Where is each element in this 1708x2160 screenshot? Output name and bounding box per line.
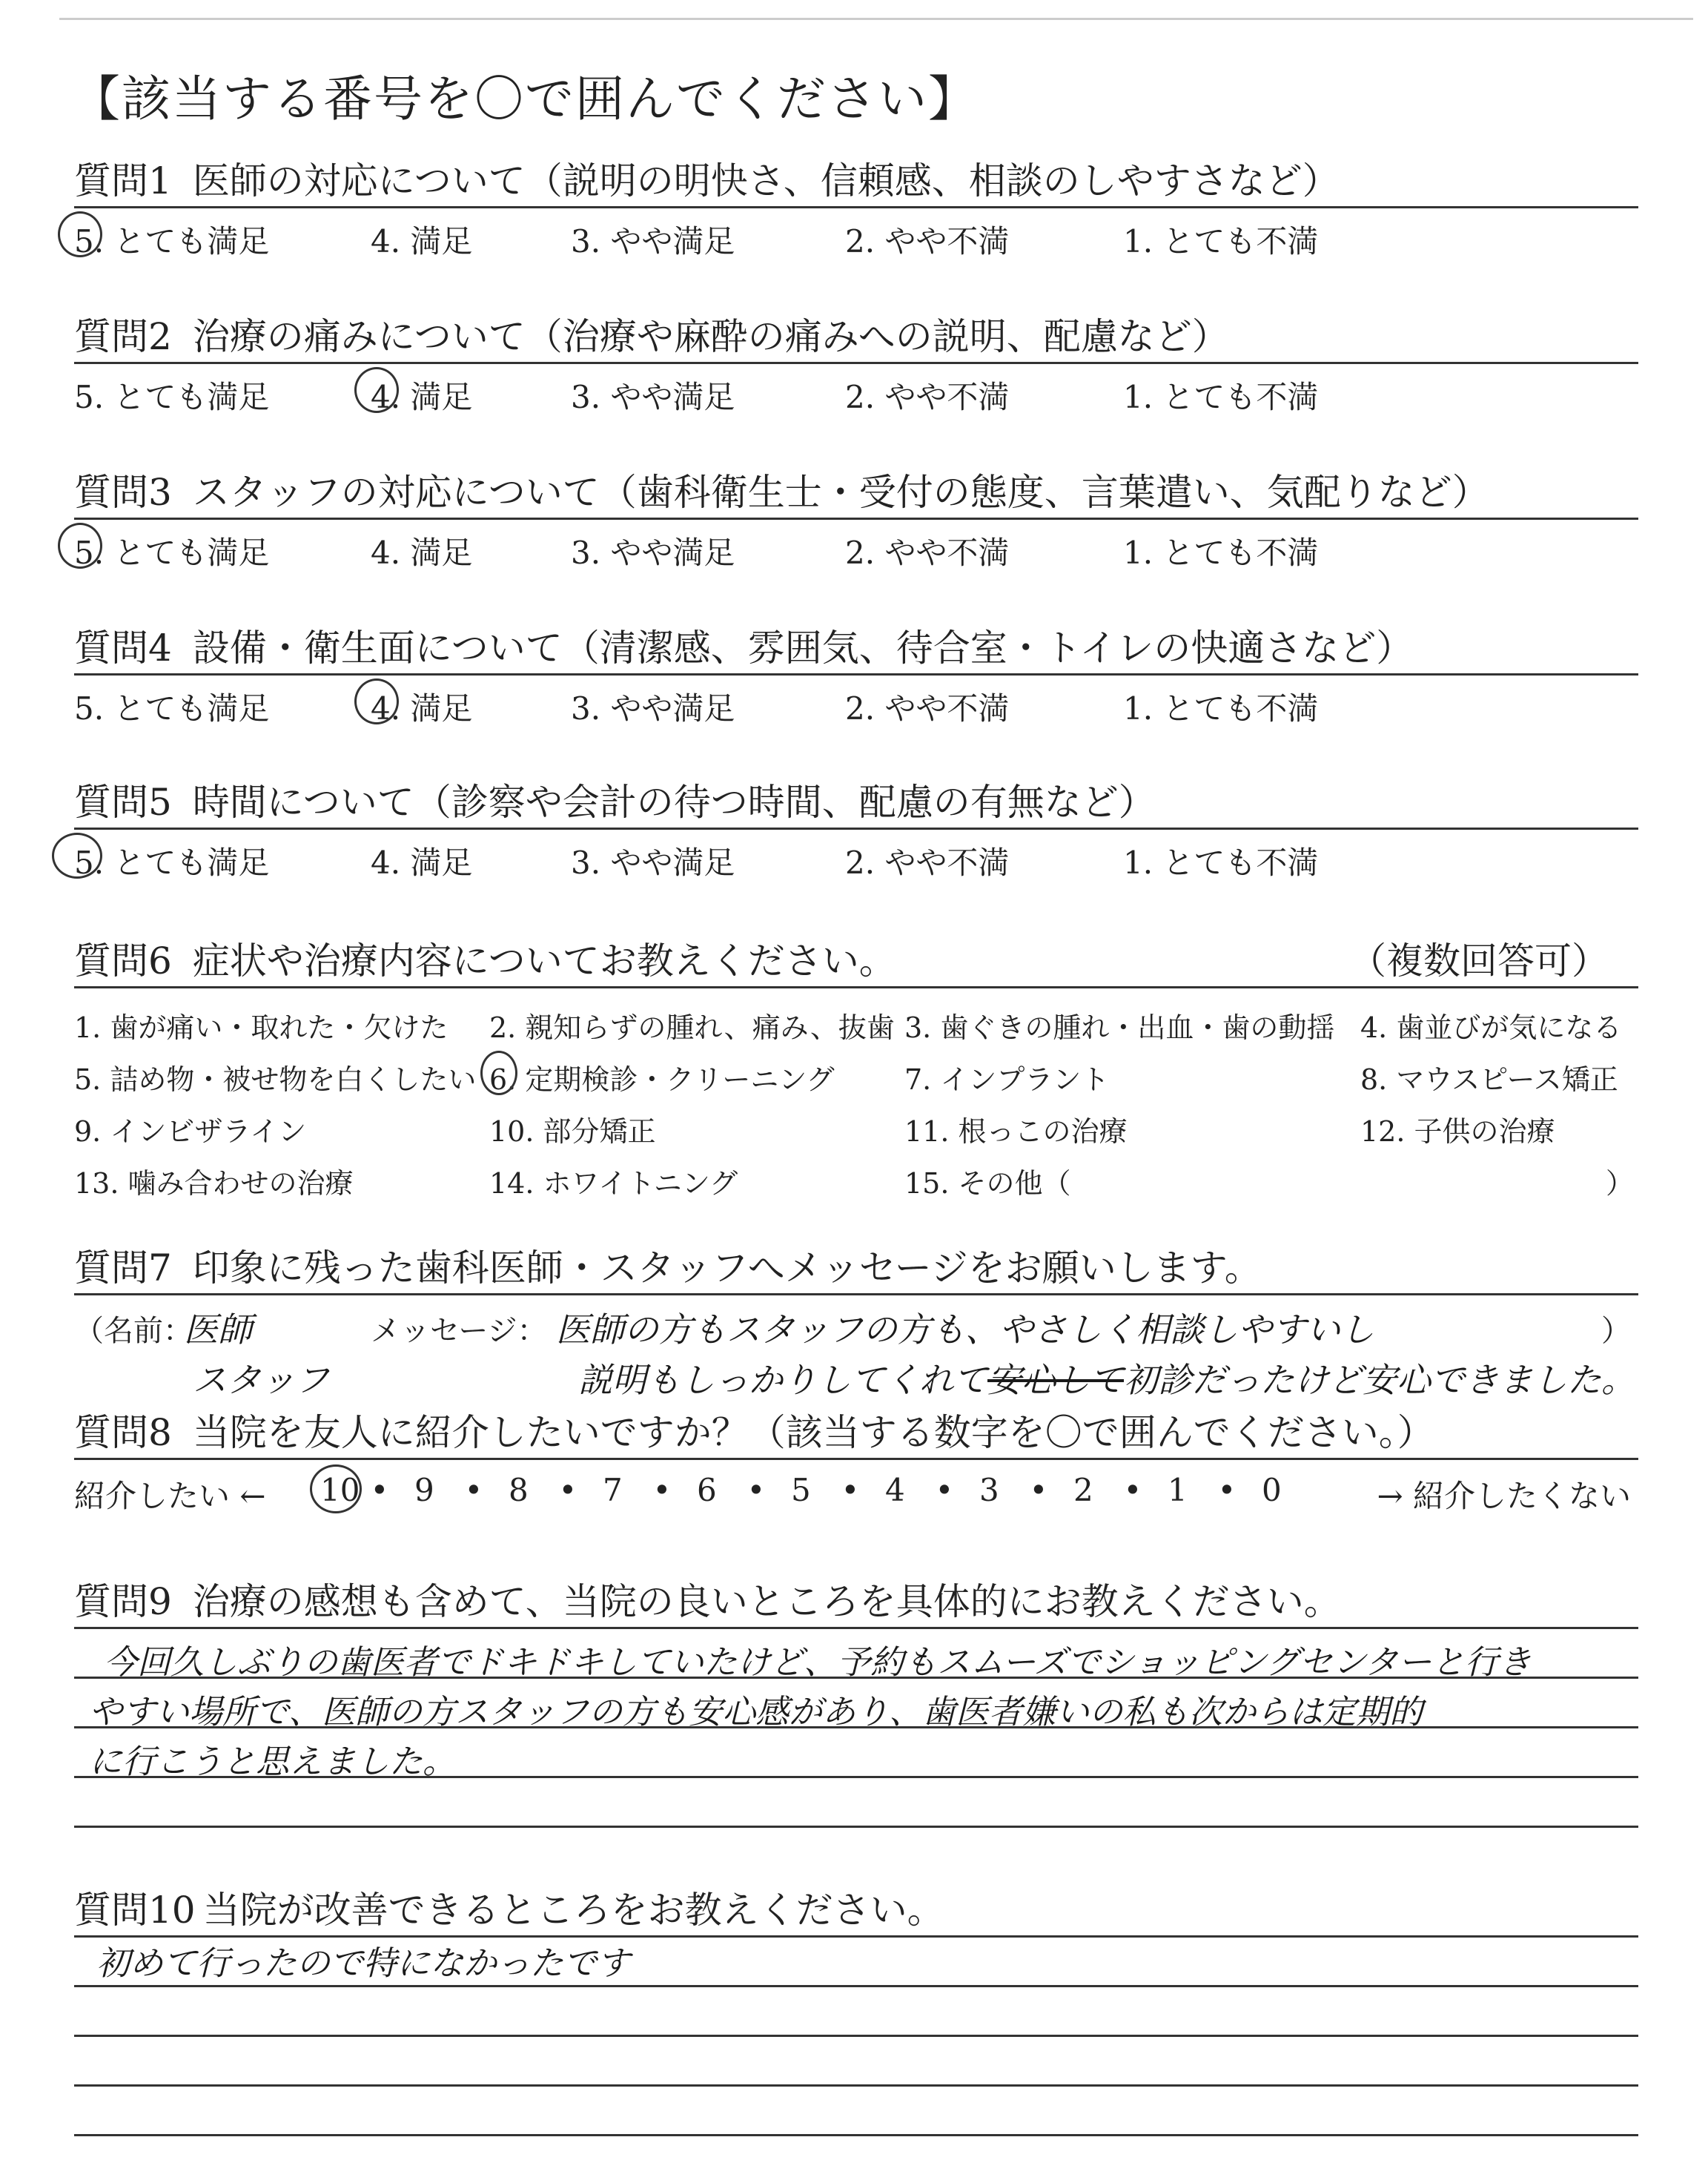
option-2[interactable]: 2. やや不満 [845,379,1010,415]
option-1[interactable]: 1. とても不満 [1123,535,1319,571]
question-text: 設備・衛生面について（清潔感、雰囲気、待合室・トイレの快適さなど） [192,627,1414,670]
question-number: 質問7 [74,1246,172,1289]
answer-line [74,1778,1638,1828]
option-8[interactable]: 8. マウスピース矯正 [1360,1063,1618,1096]
multiple-answer-note: （複数回答可） [1349,939,1609,982]
answer-text-line-1: 初めて行ったので特になかったです [96,1943,631,1983]
option-4[interactable]: 4. 満足 [371,535,473,571]
option-15[interactable]: 15. その他（ [904,1167,1071,1200]
answer-line [74,2037,1638,2087]
scale-value-7[interactable]: 7 [603,1472,623,1508]
question-number: 質問1 [74,159,172,202]
name-value-doctor[interactable]: 医師 [184,1309,252,1350]
question-number: 質問8 [74,1411,172,1454]
scale-separator-dot: • [1217,1472,1237,1508]
question-heading [74,1243,1638,1293]
scale-separator-dot: • [652,1472,672,1508]
question-8 [74,1407,1638,1519]
option-2[interactable]: 2. やや不満 [845,845,1010,881]
option-10[interactable]: 10. 部分矯正 [489,1115,656,1148]
scale-value-10[interactable]: 10 [320,1472,360,1508]
option-3[interactable]: 3. やや満足 [571,379,735,415]
question-7 [74,1243,1638,1407]
option-3[interactable]: 3. やや満足 [571,690,735,727]
question-1 [74,156,1638,260]
scale-separator-dot: • [841,1472,860,1508]
option-2[interactable]: 2. 親知らずの腫れ、痛み、抜歯 [489,1011,895,1044]
name-value-staff[interactable]: スタッフ [193,1360,329,1400]
scale-value-9[interactable]: 9 [414,1472,434,1508]
scale-separator-dot: • [1029,1472,1048,1508]
option-3[interactable]: 3. やや満足 [571,535,735,571]
question-heading [74,623,1638,673]
answer-box[interactable] [74,1629,1638,1828]
question-text: スタッフの対応について（歯科衛生士・受付の態度、言葉遣い、気配りなど） [192,471,1489,514]
option-4[interactable]: 4. 満足 [371,845,473,881]
message-close-paren: ） [1601,1314,1631,1348]
option-4[interactable]: 4. 満足 [371,690,473,727]
scale-separator-dot: • [464,1472,483,1508]
option-2[interactable]: 2. やや不満 [845,223,1010,260]
question-heading [74,467,1638,518]
option-4[interactable]: 4. 満足 [371,379,473,415]
scale-separator-dot: • [370,1472,389,1508]
rating-options [74,520,1638,572]
option-9[interactable]: 9. インビザライン [74,1115,307,1148]
option-4[interactable]: 4. 満足 [371,223,473,260]
option-1[interactable]: 1. とても不満 [1123,223,1319,260]
option-12[interactable]: 12. 子供の治療 [1360,1115,1555,1148]
scale-value-4[interactable]: 4 [885,1472,905,1508]
option-6[interactable]: 6. 定期検診・クリーニング [489,1063,835,1096]
option-7[interactable]: 7. インプラント [904,1063,1110,1096]
scale-value-5[interactable]: 5 [791,1472,811,1508]
option-11[interactable]: 11. 根っこの治療 [904,1115,1128,1148]
question-text: 治療の感想も含めて、当院の良いところを具体的にお教えください。 [192,1580,1341,1623]
recommend-left-label: 紹介したい ← [74,1478,266,1514]
option-2[interactable]: 2. やや不満 [845,690,1010,727]
recommend-scale [74,1460,1638,1519]
scale-separator-dot: • [1123,1472,1142,1508]
question-6 [74,936,1638,1203]
rating-options [74,208,1638,260]
question-text: 症状や治療内容についてお教えください。 [192,939,896,982]
question-number: 質問6 [74,939,172,982]
scale-value-1[interactable]: 1 [1168,1472,1188,1508]
scale-value-2[interactable]: 2 [1073,1472,1093,1508]
message-area [74,1295,1638,1407]
scale-value-3[interactable]: 3 [979,1472,999,1508]
question-heading [74,311,1638,362]
rating-options [74,364,1638,416]
answer-box[interactable] [74,1938,1638,2136]
message-line-1[interactable]: 医師の方もスタッフの方も、やさしく相談しやすいし [556,1309,1374,1350]
answer-text-line-3: に行こうと思えました。 [89,1742,457,1781]
question-number: 質問5 [74,781,172,824]
scale-separator-dot: • [935,1472,954,1508]
question-heading [74,1576,1638,1627]
option-13[interactable]: 13. 噛み合わせの治療 [74,1167,354,1200]
option-3[interactable]: 3. やや満足 [571,223,735,260]
question-5 [74,777,1638,882]
question-text: 時間について（診察や会計の待つ時間、配慮の有無など） [192,781,1156,824]
question-text: 治療の痛みについて（治療や麻酔の痛みへの説明、配慮など） [192,315,1229,358]
question-heading [74,156,1638,206]
message-line-2-start: 説明もしっかりしてくれて [578,1360,987,1400]
question-text: 当院が改善できるところをお教えください。 [202,1889,944,1932]
question-heading [74,777,1638,828]
message-line-2-end: 初診だったけど安心できました。 [1124,1360,1635,1400]
rating-options [74,830,1638,882]
option-1[interactable]: 1. 歯が痛い・取れた・欠けた [74,1011,448,1044]
scale-value-0[interactable]: 0 [1262,1472,1282,1508]
question-heading [74,936,1638,986]
other-close-paren: ） [1605,1167,1634,1200]
option-5[interactable]: 5. とても満足 [74,379,270,415]
question-text: 印象に残った歯科医師・スタッフへメッセージをお願いします。 [192,1246,1262,1289]
answer-text-line-2: やすい場所で、医師の方スタッフの方も安心感があり、歯医者嫌いの私も次からは定期的 [89,1692,1423,1731]
recommend-right-label: → 紹介したくない [1377,1478,1631,1514]
option-5[interactable]: 5. とても満足 [74,845,270,881]
option-2[interactable]: 2. やや不満 [845,535,1010,571]
question-text: 当院を友人に紹介したいですか？（該当する数字を〇で囲んでください。） [192,1411,1434,1454]
option-3[interactable]: 3. やや満足 [571,845,735,881]
crossed-out-text: 安心して [987,1360,1124,1400]
rating-options [74,676,1638,727]
scale-separator-dot: • [558,1472,577,1508]
scale-separator-dot: • [747,1472,766,1508]
question-number: 質問3 [74,471,172,514]
question-number: 質問2 [74,315,172,358]
answer-text-line-1: 今回久しぶりの歯医者でドキドキしていたけど、予約もスムーズでショッピングセンターと行き [104,1642,1532,1682]
message-label: メッセージ： [371,1314,547,1348]
question-3 [74,467,1638,572]
question-4 [74,623,1638,727]
option-3[interactable]: 3. 歯ぐきの腫れ・出血・歯の動揺 [904,1011,1335,1044]
answer-line [74,2087,1638,2136]
message-line-2[interactable] [578,1353,1635,1402]
question-heading [74,1407,1638,1458]
scale-value-8[interactable]: 8 [509,1472,529,1508]
option-5[interactable]: 5. とても満足 [74,223,270,260]
option-5[interactable]: 5. とても満足 [74,690,270,727]
page-title: 【該当する番号を〇で囲んでください】 [71,70,979,128]
answer-line [74,1987,1638,2037]
question-number: 質問10 [74,1889,196,1932]
option-1[interactable]: 1. とても不満 [1123,690,1319,727]
option-5[interactable]: 5. とても満足 [74,535,270,571]
option-5[interactable]: 5. 詰め物・被せ物を白くしたい [74,1063,477,1096]
symptom-options [74,988,1638,1203]
question-2 [74,311,1638,416]
question-number: 質問9 [74,1580,172,1623]
option-1[interactable]: 1. とても不満 [1123,379,1319,415]
name-label: （名前： [74,1314,193,1348]
question-9 [74,1576,1638,1828]
option-1[interactable]: 1. とても不満 [1123,845,1319,881]
option-14[interactable]: 14. ホワイトニング [489,1167,738,1200]
question-number: 質問4 [74,627,172,670]
question-heading [74,1885,1638,1935]
top-border [59,18,1693,20]
scale-value-6[interactable]: 6 [697,1472,717,1508]
option-4[interactable]: 4. 歯並びが気になる [1360,1011,1622,1044]
question-10 [74,1885,1638,2136]
question-text: 医師の対応について（説明の明快さ、信頼感、相談のしやすさなど） [192,159,1340,202]
